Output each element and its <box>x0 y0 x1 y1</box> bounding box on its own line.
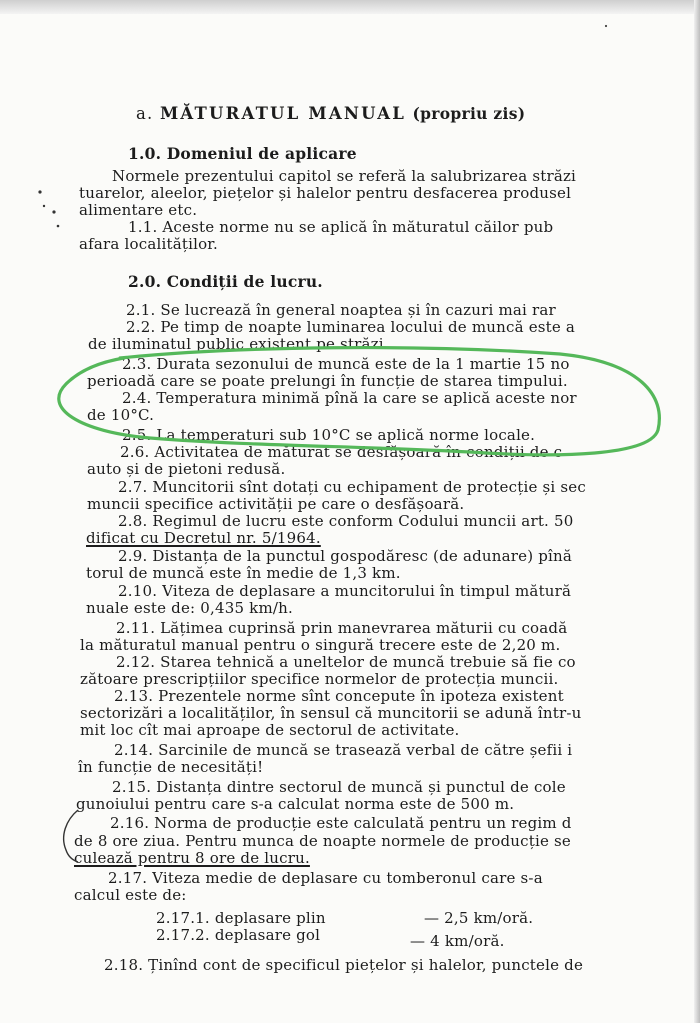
text-line-underlined: culează pentru 8 ore de lucru. <box>74 849 310 867</box>
text-line: alimentare etc. <box>79 201 198 219</box>
heading-domeniul: 1.0. Domeniul de aplicare <box>128 144 357 163</box>
text-line: 2.12. Starea tehnică a uneltelor de muncă trebuie să fie co <box>116 653 576 671</box>
text-line: 2.9. Distanța de la punctul gospodăresc (de adunare) pînă <box>118 547 573 565</box>
text-line: gunoiului pentru care s-a calculat norma este de 500 m. <box>76 795 515 813</box>
text-line: 2.11. Lățimea cuprinsă prin manevrarea măturii cu coadă <box>116 619 568 637</box>
section-title: a. MĂTURATUL MANUAL (propriu zis) <box>136 104 526 123</box>
text-line: de 8 ore ziua. Pentru munca de noapte normele de producție se <box>74 832 572 850</box>
text-line: 2.17. Viteza medie de deplasare cu tomberonul care s-a <box>108 869 543 887</box>
text-line: 2.4. Temperatura minimă pînă la care se aplică aceste nor <box>122 389 577 407</box>
text-line: 2.8. Regimul de lucru este conform Codului muncii art. 50 <box>118 512 574 530</box>
text-line: 2.16. Norma de producție este calculată pentru un regim d <box>110 814 572 832</box>
text-line: 2.14. Sarcinile de muncă se trasează verbal de către șefii i <box>114 741 573 759</box>
text-line: 2.15. Distanța dintre sectorul de muncă și punctul de cole <box>112 778 566 796</box>
text-line: de 10°C. <box>87 406 155 424</box>
text-line: 2.13. Prezentele norme sînt concepute în ipoteza existent <box>114 687 564 705</box>
text-line: de iluminatul public existent pe străzi. <box>88 335 389 353</box>
text-line: calcul este de: <box>74 886 187 904</box>
text-line: 2.10. Viteza de deplasare a muncitorului în timpul mătură <box>118 582 572 600</box>
text-line: la măturatul manual pentru o singură trecere este de 2,20 m. <box>80 636 561 654</box>
text-line: sectorizări a localităților, în sensul că muncitorii se adună într-u <box>80 704 582 722</box>
text-line: perioadă care se poate prelungi în funcție de starea timpului. <box>87 372 568 390</box>
text-line: torul de muncă este în medie de 1,3 km. <box>86 564 401 582</box>
text-line: muncii specifice activității pe care o desfășoară. <box>87 495 465 513</box>
text-line: Normele prezentului capitol se referă la salubrizarea străzi <box>112 167 577 185</box>
text-line: zătoare prescripțiilor specifice normelor de protecția muncii. <box>80 670 559 688</box>
text-line: 2.1. Se lucrează în general noaptea și în cazuri mai rar <box>126 301 556 319</box>
text-line: afara localităților. <box>79 235 218 253</box>
text-line: 2.18. Ținînd cont de specificul piețelor și halelor, punctele de <box>104 956 584 974</box>
scan-right-edge <box>694 0 700 1023</box>
text-line: 2.17.1. deplasare plin <box>156 909 326 927</box>
text-line: 2.6. Activitatea de măturat se desfășoară în condiții de c <box>120 443 563 461</box>
text-value: — 4 km/oră. <box>410 932 505 950</box>
text-line: tuarelor, aleelor, piețelor și halelor pentru desfacerea produsel <box>79 184 572 202</box>
text-line: mit loc cît mai aproape de sectorul de activitate. <box>80 721 460 739</box>
heading-conditii: 2.0. Condiții de lucru. <box>128 272 323 291</box>
text-line-underlined: dificat cu Decretul nr. 5/1964. <box>86 529 321 547</box>
text-line: 2.7. Muncitorii sînt dotați cu echipament de protecție și sec <box>118 478 586 496</box>
text-line: 2.17.2. deplasare gol <box>156 926 321 944</box>
text-line: în funcție de necesități! <box>78 758 264 776</box>
text-line: 2.3. Durata sezonului de muncă este de la 1 martie 15 no <box>122 355 570 373</box>
text-line: 1.1. Aceste norme nu se aplică în măturatul căilor pub <box>128 218 554 236</box>
text-line: auto și de pietoni redusă. <box>87 460 286 478</box>
text-line: 2.2. Pe timp de noapte luminarea locului de muncă este a <box>126 318 576 336</box>
scan-top-edge <box>0 0 700 14</box>
text-value: — 2,5 km/oră. <box>424 909 534 927</box>
text-line: nuale este de: 0,435 km/h. <box>86 599 293 617</box>
text-line: 2.5. La temperaturi sub 10°C se aplică norme locale. <box>122 426 536 444</box>
